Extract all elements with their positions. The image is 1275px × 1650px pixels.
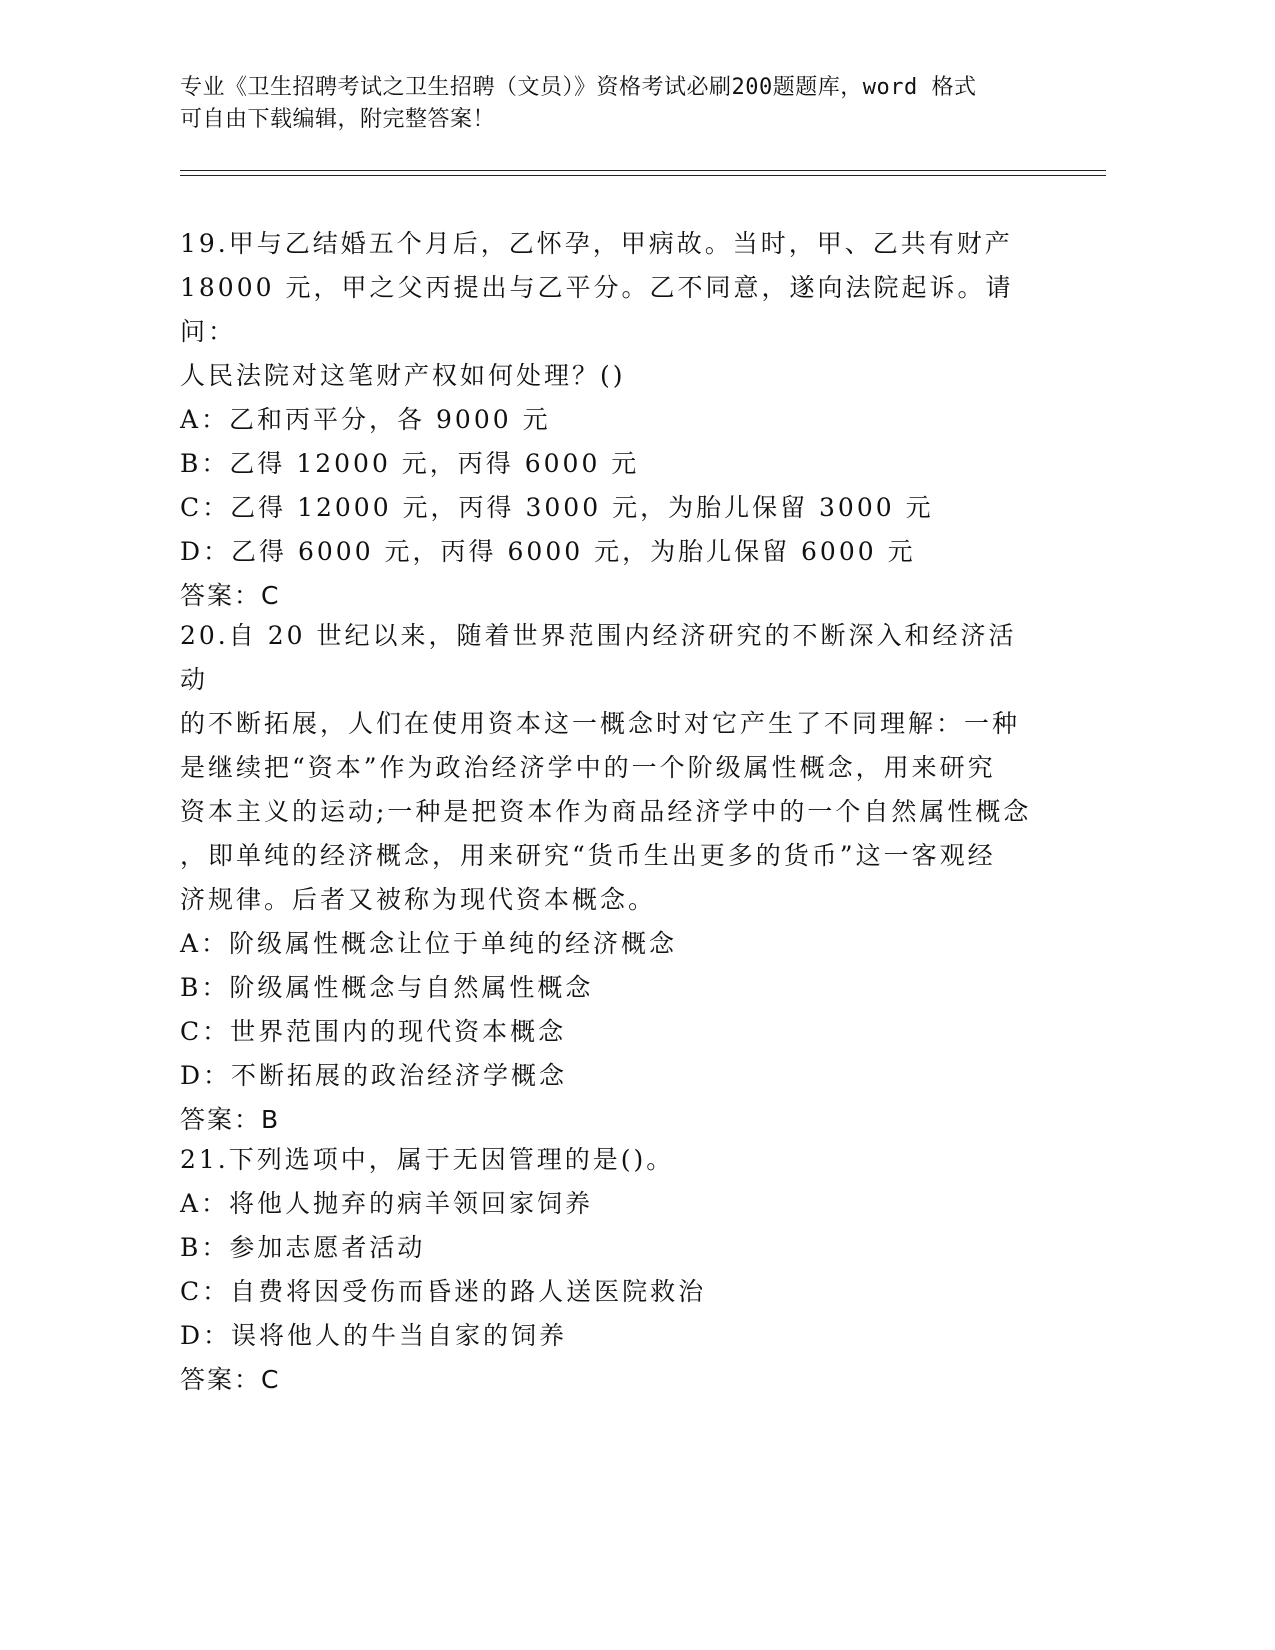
option-d: D：误将他人的牛当自家的饲养 bbox=[180, 1321, 568, 1350]
header-line-1: 专业《卫生招聘考试之卫生招聘（文员）》资格考试必刷200题题库，word 格式 bbox=[180, 75, 977, 100]
question-21 bbox=[180, 1138, 1040, 1402]
question-stem-line: 18000 元，甲之父丙提出与乙平分。乙不同意，遂向法院起诉。请问： bbox=[180, 273, 1014, 346]
header-divider-top bbox=[180, 170, 1106, 171]
header-line-2: 可自由下载编辑，附完整答案！ bbox=[180, 107, 496, 132]
question-stem-line: 的不断拓展，人们在使用资本这一概念时对它产生了不同理解：一种 bbox=[180, 709, 1021, 738]
option-b: B：乙得 12000 元，丙得 6000 元 bbox=[180, 449, 640, 478]
option-d: D：不断拓展的政治经济学概念 bbox=[180, 1061, 568, 1090]
answer: 答案：C bbox=[180, 581, 281, 610]
option-b: B：阶级属性概念与自然属性概念 bbox=[180, 973, 594, 1002]
option-d: D：乙得 6000 元，丙得 6000 元，为胎儿保留 6000 元 bbox=[180, 537, 916, 566]
answer: 答案：C bbox=[180, 1365, 281, 1394]
question-stem-line: ，即单纯的经济概念，用来研究“货币生出更多的货币”这一客观经 bbox=[180, 841, 996, 870]
question-20 bbox=[180, 614, 1040, 1142]
option-c: C：世界范围内的现代资本概念 bbox=[180, 1017, 567, 1046]
question-stem-line: 20.自 20 世纪以来，随着世界范围内经济研究的不断深入和经济活动 bbox=[180, 621, 1017, 694]
question-19 bbox=[180, 222, 1040, 618]
answer: 答案：B bbox=[180, 1105, 281, 1134]
question-stem-line: 资本主义的运动;一种是把资本作为商品经济学中的一个自然属性概念 bbox=[180, 797, 1032, 826]
question-stem-line: 人民法院对这笔财产权如何处理？() bbox=[180, 361, 626, 390]
option-c: C：自费将因受伤而昏迷的路人送医院救治 bbox=[180, 1277, 707, 1306]
question-stem-line: 19.甲与乙结婚五个月后，乙怀孕，甲病故。当时，甲、乙共有财产 bbox=[180, 229, 1013, 258]
option-a: A：阶级属性概念让位于单纯的经济概念 bbox=[180, 929, 678, 958]
question-stem-line: 是继续把“资本”作为政治经济学中的一个阶级属性概念，用来研究 bbox=[180, 753, 996, 782]
option-b: B：参加志愿者活动 bbox=[180, 1233, 426, 1262]
question-stem-line: 济规律。后者又被称为现代资本概念。 bbox=[180, 885, 657, 914]
header-divider-bottom bbox=[180, 175, 1106, 176]
option-a: A：将他人抛弃的病羊领回家饲养 bbox=[180, 1189, 594, 1218]
option-c: C：乙得 12000 元，丙得 3000 元，为胎儿保留 3000 元 bbox=[180, 493, 934, 522]
question-stem-line: 21.下列选项中，属于无因管理的是()。 bbox=[180, 1145, 675, 1174]
document-header bbox=[180, 72, 1040, 136]
option-a: A：乙和丙平分，各 9000 元 bbox=[180, 405, 551, 434]
